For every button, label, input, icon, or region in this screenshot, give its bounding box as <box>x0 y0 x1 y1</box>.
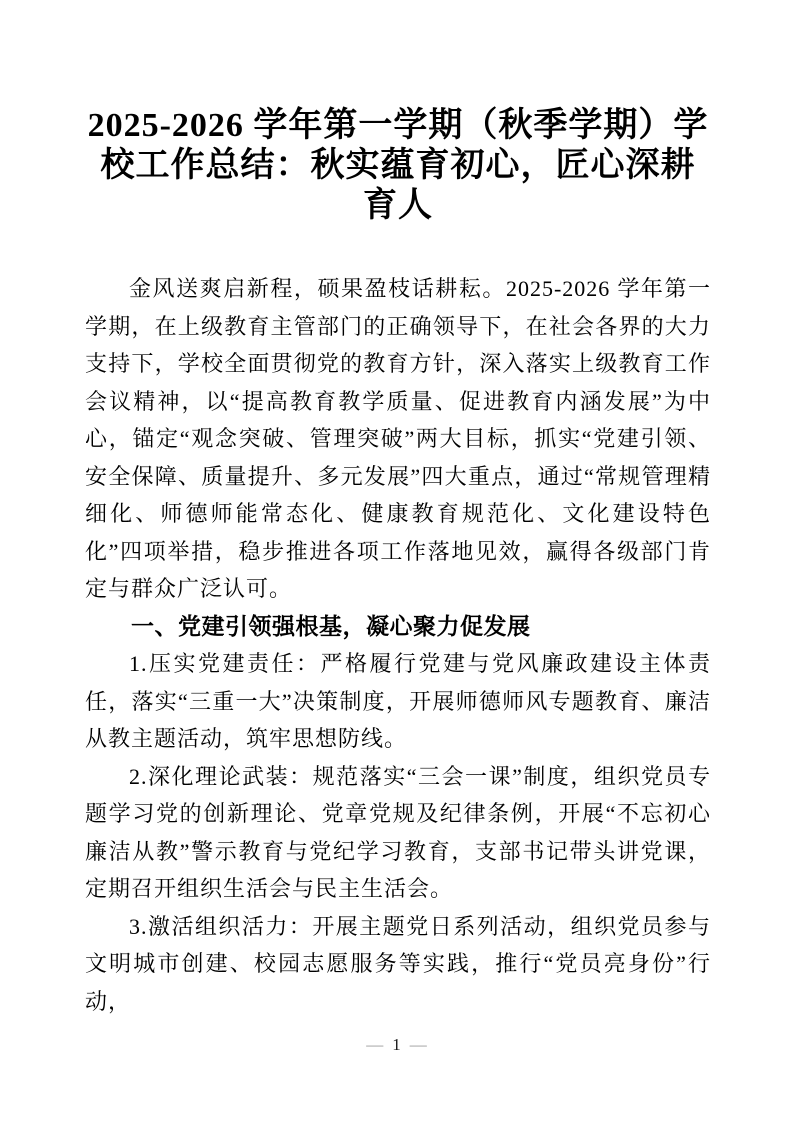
section1-item-1: 1.压实党建责任：严格履行党建与党风廉政建设主体责任，落实“三重一大”决策制度，开展师德师风专题教育、廉洁从教主题活动，筑牢思想防线。 <box>85 651 711 751</box>
document-content <box>85 0 711 1020</box>
page-number-dash-right: — <box>409 1035 427 1054</box>
section-heading-1: 一、党建引领强根基，凝心聚力促发展 <box>131 612 531 639</box>
section1-item-2: 2.深化理论武装：规范落实“三会一课”制度，组织党员专题学习党的创新理论、党章党规及纪律条例，开展“不忘初心廉洁从教”警示教育与党纪学习教育，支部书记带头讲党课，定期召开组织生活会与民主生活会。 <box>85 763 711 901</box>
page-number-dash-left: — <box>366 1035 384 1054</box>
page-footer <box>0 1033 793 1057</box>
document-title: 2025-2026 学年第一学期（秋季学期）学校工作总结：秋实蕴育初心，匠心深耕育人 <box>87 107 709 224</box>
page-number-value: 1 <box>392 1035 401 1054</box>
intro-paragraph: 金风送爽启新程，硕果盈枝话耕耘。2025-2026 学年第一学期，在上级教育主管部门的正确领导下，在社会各界的大力支持下，学校全面贯彻党的教育方针，深入落实上级教育工作会议精神，以“提高教育教学质量、促进教育内涵发展”为中心，锚定“观念突破、管理突破”两大目标，抓实“党建引领、安全保障、质量提升、多元发展”四大重点，通过“常规管理精细化、师德师能常态化、健康教育规范化、文化建设特色化”四项举措，稳步推进各项工作落地见效，赢得各级部门肯定与群众广泛认可。 <box>85 276 712 601</box>
section1-item-3: 3.激活组织活力：开展主题党日系列活动，组织党员参与文明城市创建、校园志愿服务等实践，推行“党员亮身份”行动， <box>85 913 711 1014</box>
